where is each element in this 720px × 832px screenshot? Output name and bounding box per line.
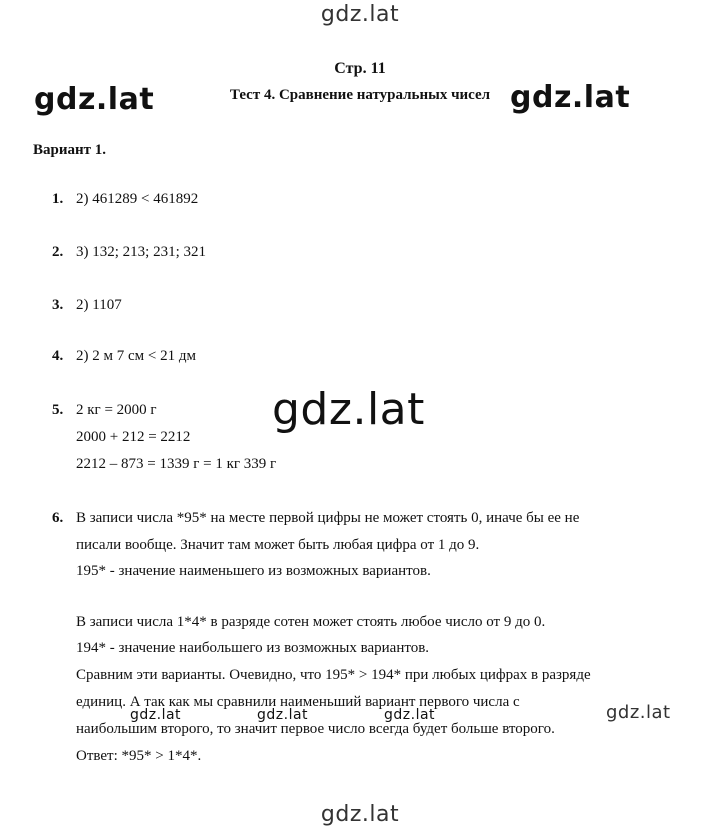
answer-line: 2212 – 873 = 1339 г = 1 кг 339 г — [76, 456, 277, 472]
answer-line: Ответ: *95* > 1*4*. — [76, 748, 202, 764]
answer-line: В записи числа 1*4* в разряде сотен может стоять любое число от 9 до 0. — [76, 614, 546, 630]
answer-number: 2. — [52, 244, 64, 260]
answer-number: 4. — [52, 348, 64, 364]
watermark-big-left: gdz.lat — [34, 82, 155, 117]
answer-line: 2000 + 212 = 2212 — [76, 429, 191, 445]
watermark-center: gdz.lat — [272, 384, 425, 435]
variant-heading: Вариант 1. — [33, 142, 107, 158]
answer-line: В записи числа *95* на месте первой цифры не может стоять 0, иначе бы ее не — [76, 510, 580, 526]
answer-line: наибольшим второго, то значит первое число всегда будет больше второго. — [76, 721, 555, 737]
answer-number: 3. — [52, 297, 64, 313]
answer-number: 1. — [52, 191, 64, 207]
answer-number: 6. — [52, 510, 64, 526]
answer-line: 3) 132; 213; 231; 321 — [76, 244, 206, 260]
answer-line: писали вообще. Значит там может быть любая цифра от 1 до 9. — [76, 537, 480, 553]
answer-number: 5. — [52, 402, 64, 418]
page-number: Стр. 11 — [334, 60, 386, 77]
watermark-small: gdz.lat — [257, 707, 309, 723]
page-title: Тест 4. Сравнение натуральных чисел — [229, 87, 491, 103]
answer-line: 194* - значение наибольшего из возможных вариантов. — [76, 640, 430, 656]
answer-line: Сравним эти варианты. Очевидно, что 195* > 194* при любых цифрах в разряде — [76, 667, 591, 683]
watermark-mid-right: gdz.lat — [606, 702, 671, 723]
answer-line: 2) 461289 < 461892 — [76, 191, 199, 207]
watermark-top: gdz.lat — [320, 2, 400, 27]
answer-line: 2 кг = 2000 г — [76, 402, 157, 418]
answer-line: 2) 1107 — [76, 297, 122, 313]
watermark-big-right: gdz.lat — [510, 80, 631, 115]
watermark-bottom: gdz.lat — [320, 802, 400, 827]
answer-line: 195* - значение наименьшего из возможных вариантов. — [76, 563, 431, 579]
answer-line: единиц. А так как мы сравнили наименьший вариант первого числа с — [76, 694, 520, 710]
answer-line: 2) 2 м 7 см < 21 дм — [76, 348, 196, 364]
watermark-small: gdz.lat — [130, 707, 182, 723]
watermark-small: gdz.lat — [384, 707, 436, 723]
